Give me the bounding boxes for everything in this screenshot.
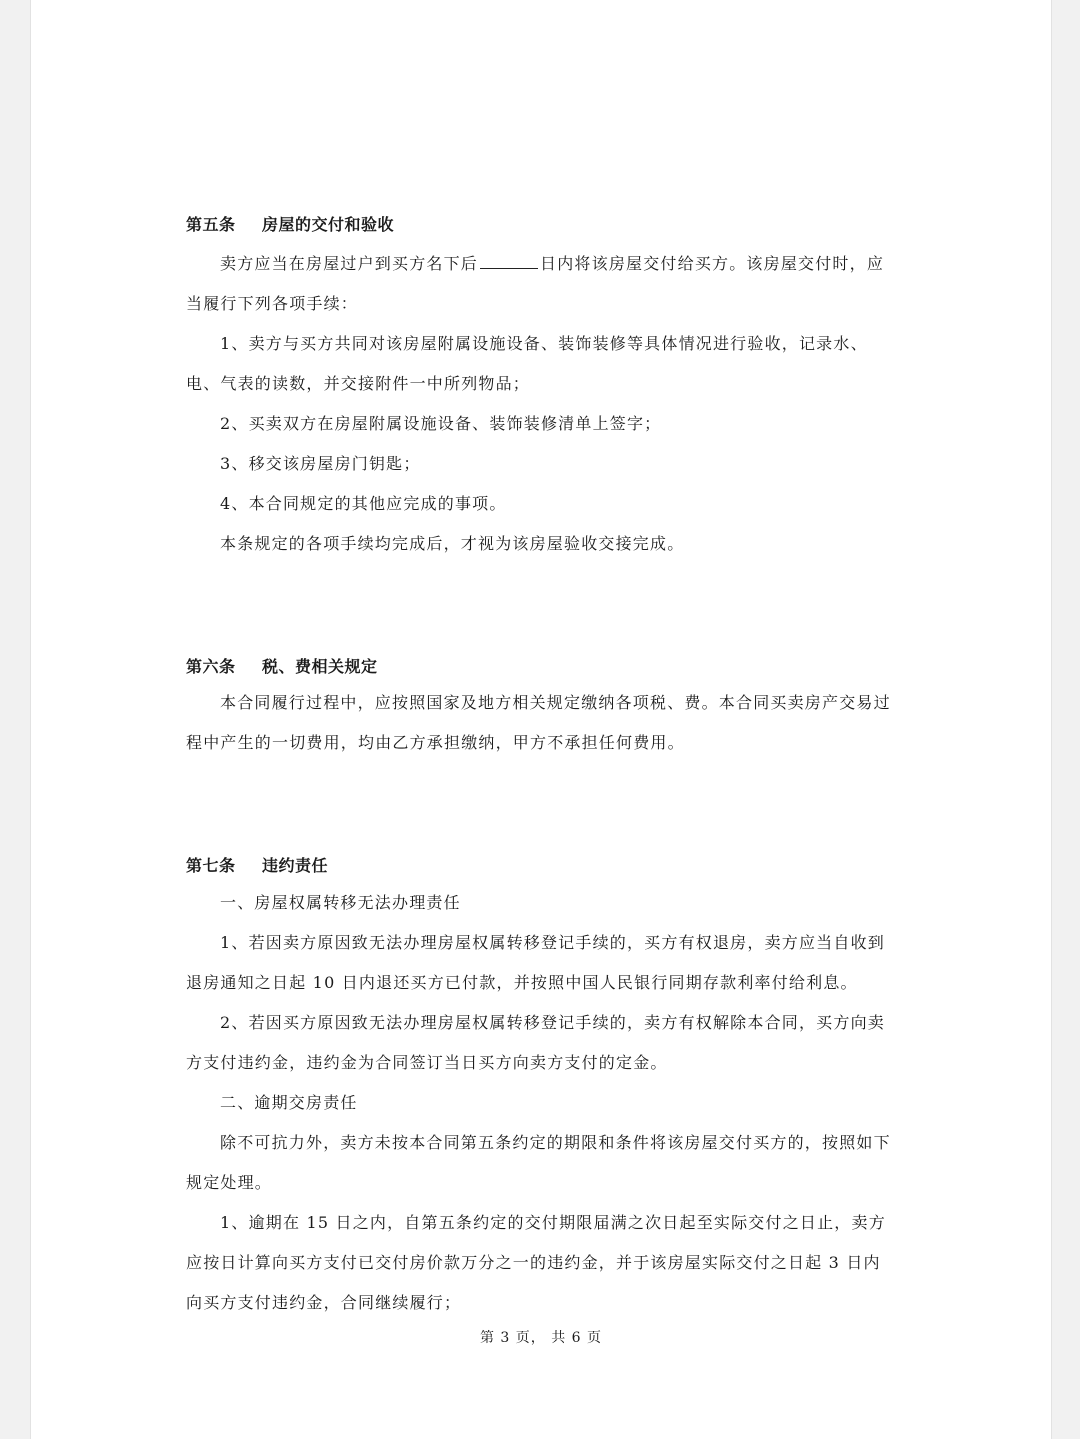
article-number: 第五条 xyxy=(186,215,236,234)
intro-text: 卖方应当在房屋过户到买方名下后 xyxy=(220,254,479,273)
article-title: 违约责任 xyxy=(262,856,329,875)
article-6-heading xyxy=(186,654,896,677)
intro-text-continued: 日内将该房屋交付给买方。该房屋交付时，应当履行下列各项手续： xyxy=(186,254,885,313)
article-5-intro xyxy=(186,244,896,324)
article-5-heading xyxy=(186,212,896,235)
blank-days-field xyxy=(480,254,538,269)
article-title: 房屋的交付和验收 xyxy=(262,215,395,234)
article-5-item-2: 2、买卖双方在房屋附属设施设备、装饰装修清单上签字； xyxy=(220,414,662,433)
article-number: 第七条 xyxy=(186,856,236,875)
article-7-section-2-title: 二、逾期交房责任 xyxy=(220,1093,358,1112)
article-number: 第六条 xyxy=(186,657,236,676)
document-page xyxy=(30,0,1052,1439)
article-7-section-1-item-1: 1、若因卖方原因致无法办理房屋权属转移登记手续的，买方有权退房，卖方应当自收到退房通知之日起 10 日内退还买方已付款，并按照中国人民银行同期存款利率付给利息。 xyxy=(186,933,885,992)
article-6-body: 本合同履行过程中，应按照国家及地方相关规定缴纳各项税、费。本合同买卖房产交易过程中产生的一切费用，均由乙方承担缴纳，甲方不承担任何费用。 xyxy=(186,693,891,752)
article-7-heading xyxy=(186,853,896,876)
article-5-item-1: 1、卖方与买方共同对该房屋附属设施设备、装饰装修等具体情况进行验收，记录水、电、气表的读数，并交接附件一中所列物品； xyxy=(186,334,868,393)
article-5-item-3: 3、移交该房屋房门钥匙； xyxy=(220,454,421,473)
article-7-section-1-item-2: 2、若因买方原因致无法办理房屋权属转移登记手续的，卖方有权解除本合同，买方向卖方支付违约金，违约金为合同签订当日买方向卖方支付的定金。 xyxy=(186,1013,885,1072)
article-7-section-2-intro: 除不可抗力外，卖方未按本合同第五条约定的期限和条件将该房屋交付买方的，按照如下规定处理。 xyxy=(186,1133,891,1192)
article-5-closing: 本条规定的各项手续均完成后，才视为该房屋验收交接完成。 xyxy=(220,534,685,553)
article-title: 税、费相关规定 xyxy=(262,657,378,676)
article-7-section-2-item-1: 1、逾期在 15 日之内，自第五条约定的交付期限届满之次日起至实际交付之日止，卖方应按日计算向买方支付已交付房价款万分之一的违约金，并于该房屋实际交付之日起 3 日内向买方支付违约金，合同继续履行； xyxy=(186,1213,886,1312)
article-5-item-4: 4、本合同规定的其他应完成的事项。 xyxy=(220,494,507,513)
article-7-section-1-title: 一、房屋权属转移无法办理责任 xyxy=(220,893,461,912)
page-number-footer: 第 3 页， 共 6 页 xyxy=(479,1330,603,1346)
